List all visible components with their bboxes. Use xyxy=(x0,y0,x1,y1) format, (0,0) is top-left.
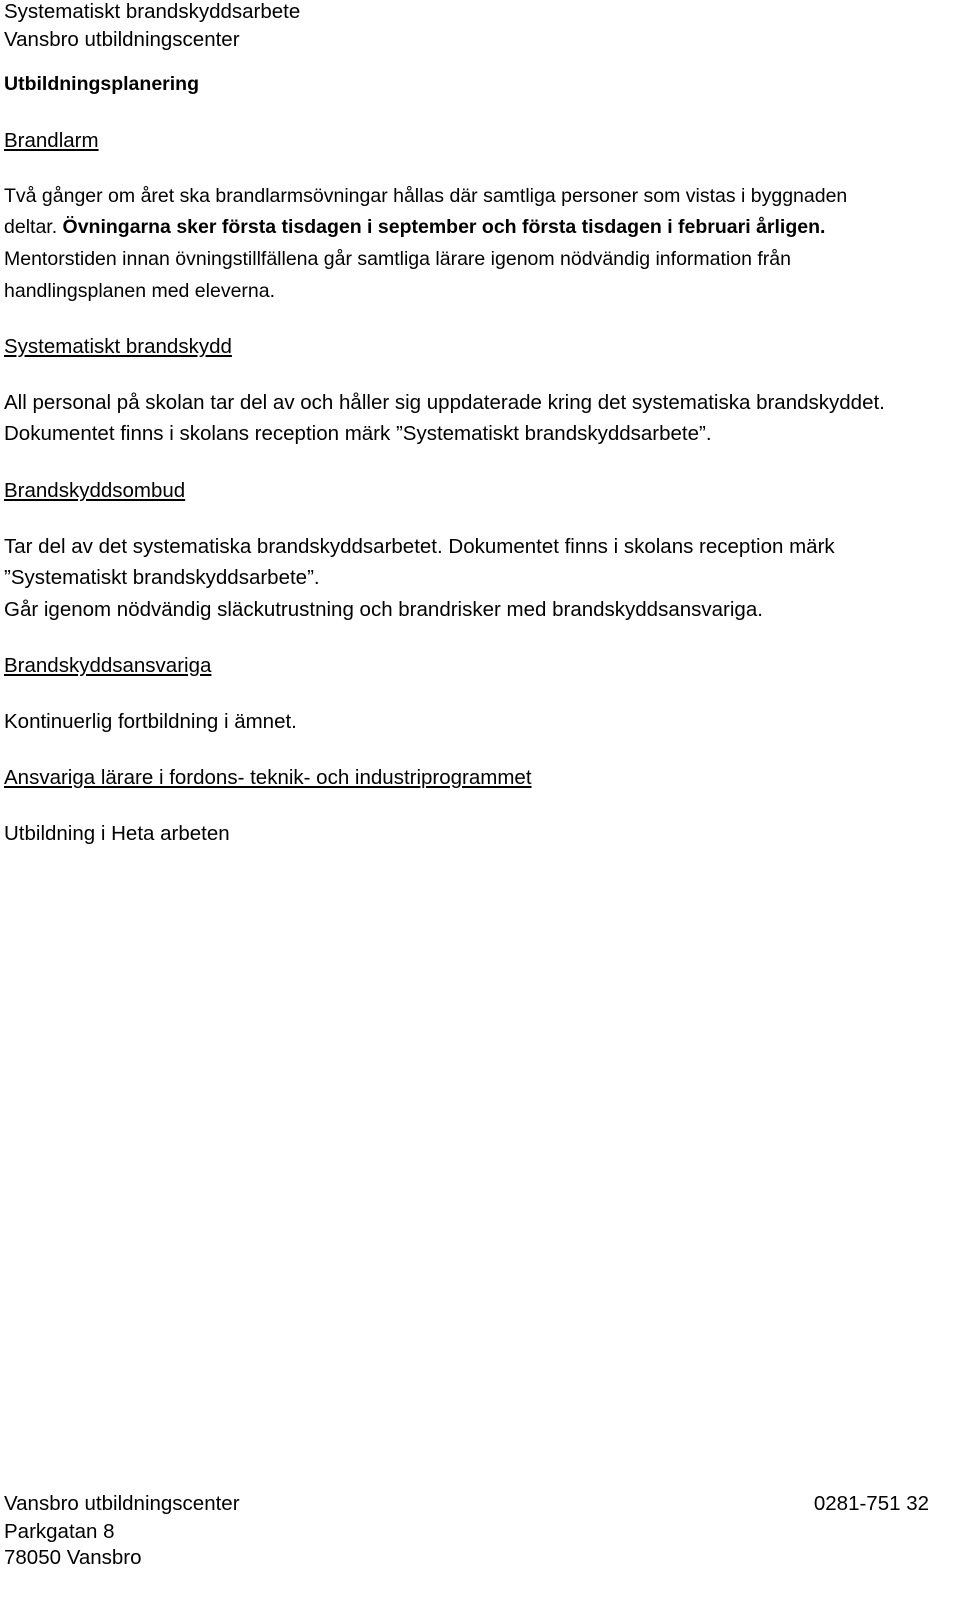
systematiskt-text-line-2: Dokumentet finns i skolans reception märk ”Systematiskt brandskyddsarbete”. xyxy=(4,422,712,445)
section-title: Utbildningsplanering xyxy=(4,73,199,95)
heading-brandlarm: Brandlarm xyxy=(4,129,99,152)
brandlarm-text-bold: Övningarna sker första tisdagen i september och första tisdagen i februari årligen. xyxy=(62,216,826,238)
brandlarm-text-line-4: handlingsplanen med eleverna. xyxy=(4,280,276,302)
heading-brandskyddsombud: Brandskyddsombud xyxy=(4,479,186,502)
footer-phone: 0281-751 32 xyxy=(813,1492,929,1515)
footer-organization: Vansbro utbildningscenter xyxy=(4,1492,240,1515)
footer-postal: 78050 Vansbro xyxy=(4,1546,142,1569)
heading-brandskyddsansvariga: Brandskyddsansvariga xyxy=(4,654,212,677)
brandlarm-text-plain: deltar. xyxy=(4,216,63,238)
brandlarm-text-line-2 xyxy=(4,218,825,238)
heading-ansvariga-larare: Ansvariga lärare i fordons- teknik- och industriprogrammet xyxy=(4,766,532,789)
footer-street: Parkgatan 8 xyxy=(4,1520,115,1543)
ombud-text-line-1: Tar del av det systematiska brandskyddsarbetet. Dokumentet finns i skolans reception märk xyxy=(4,535,835,558)
heading-systematiskt-brandskydd: Systematiskt brandskydd xyxy=(4,335,232,358)
larare-text-line-1: Utbildning i Heta arbeten xyxy=(4,822,230,845)
brandlarm-text-line-3: Mentorstiden innan övningstillfällena går samtliga lärare igenom nödvändig information från xyxy=(4,248,791,270)
brandlarm-text-line-1: Två gånger om året ska brandlarmsövningar hållas där samtliga personer som vistas i byggnaden xyxy=(4,185,848,207)
systematiskt-text-line-1: All personal på skolan tar del av och håller sig uppdaterade kring det systematiska brandskyddet. xyxy=(4,391,885,414)
ombud-text-line-2: ”Systematiskt brandskyddsarbete”. xyxy=(4,566,320,589)
document-title: Systematiskt brandskyddsarbete xyxy=(4,0,301,23)
ombud-text-line-3: Går igenom nödvändig släckutrustning och brandrisker med brandskyddsansvariga. xyxy=(4,598,763,621)
organization-name: Vansbro utbildningscenter xyxy=(4,28,240,51)
ansvariga-text-line-1: Kontinuerlig fortbildning i ämnet. xyxy=(4,710,297,733)
